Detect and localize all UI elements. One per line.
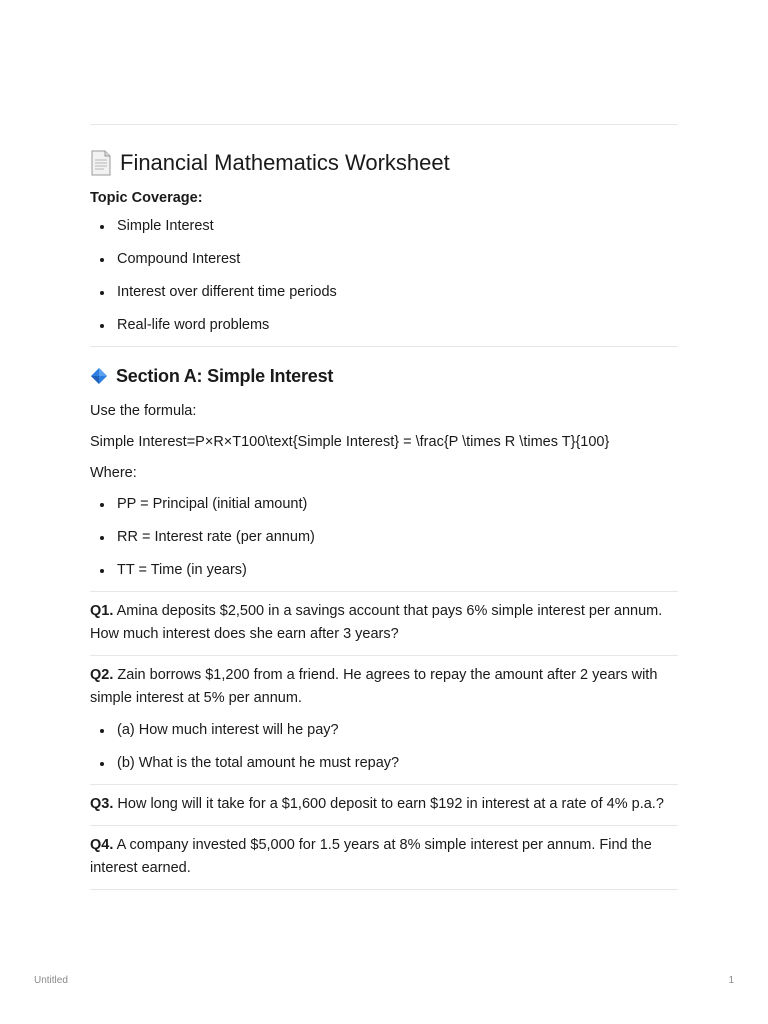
question-text bbox=[90, 600, 678, 646]
question-part: (b) What is the total amount he must repay? bbox=[90, 753, 678, 773]
question-text bbox=[90, 834, 678, 880]
question-label: Q1. bbox=[90, 603, 114, 619]
topic-coverage-label: Topic Coverage: bbox=[90, 190, 203, 206]
question-label: Q3. bbox=[90, 796, 114, 812]
topic-item: Compound Interest bbox=[90, 249, 678, 269]
formula-text: Simple Interest=P×R×T100\text{Simple Interest} = \frac{P \times R \times T}{100} bbox=[90, 434, 610, 450]
question-q4 bbox=[90, 826, 678, 889]
question-label: Q4. bbox=[90, 837, 114, 853]
question-body: A company invested $5,000 for 1.5 years at 8% simple interest per annum. Find the interest earned. bbox=[90, 837, 652, 876]
question-text bbox=[90, 664, 678, 710]
section-a-title: Section A: Simple Interest bbox=[116, 365, 334, 386]
document-page bbox=[90, 124, 678, 890]
variable-list bbox=[90, 494, 678, 580]
topic-item: Real-life word problems bbox=[90, 315, 678, 335]
question-body: How long will it take for a $1,600 deposit to earn $192 in interest at a rate of 4% p.a.? bbox=[113, 796, 664, 812]
top-divider bbox=[90, 124, 678, 125]
variable-item: PP = Principal (initial amount) bbox=[90, 494, 678, 514]
blue-diamond-icon bbox=[90, 367, 108, 385]
variable-item: TT = Time (in years) bbox=[90, 560, 678, 580]
document-title: Financial Mathematics Worksheet bbox=[120, 150, 450, 175]
question-part: (a) How much interest will he pay? bbox=[90, 720, 678, 740]
bottom-divider bbox=[90, 889, 678, 890]
section-divider bbox=[90, 346, 678, 347]
question-body: Amina deposits $2,500 in a savings account that pays 6% simple interest per annum. How much interest does she earn after 3 years? bbox=[90, 603, 663, 642]
topic-item: Simple Interest bbox=[90, 216, 678, 236]
footer-page-number: 1 bbox=[728, 975, 734, 986]
variable-item: RR = Interest rate (per annum) bbox=[90, 527, 678, 547]
question-label: Q2. bbox=[90, 667, 114, 683]
formula-intro: Use the formula: bbox=[90, 403, 197, 419]
page-document-icon bbox=[90, 150, 112, 176]
where-label: Where: bbox=[90, 465, 137, 481]
question-text bbox=[90, 793, 678, 816]
document-title-heading bbox=[90, 143, 678, 183]
section-a-heading bbox=[90, 361, 678, 391]
question-q3 bbox=[90, 785, 678, 825]
question-q2 bbox=[90, 656, 678, 773]
footer-document-name: Untitled bbox=[34, 975, 68, 986]
question-q1 bbox=[90, 592, 678, 655]
topic-list bbox=[90, 216, 678, 335]
question-body: Zain borrows $1,200 from a friend. He agrees to repay the amount after 2 years with simple interest at 5% per annum. bbox=[90, 667, 658, 706]
topic-item: Interest over different time periods bbox=[90, 282, 678, 302]
question-parts-list bbox=[90, 720, 678, 773]
